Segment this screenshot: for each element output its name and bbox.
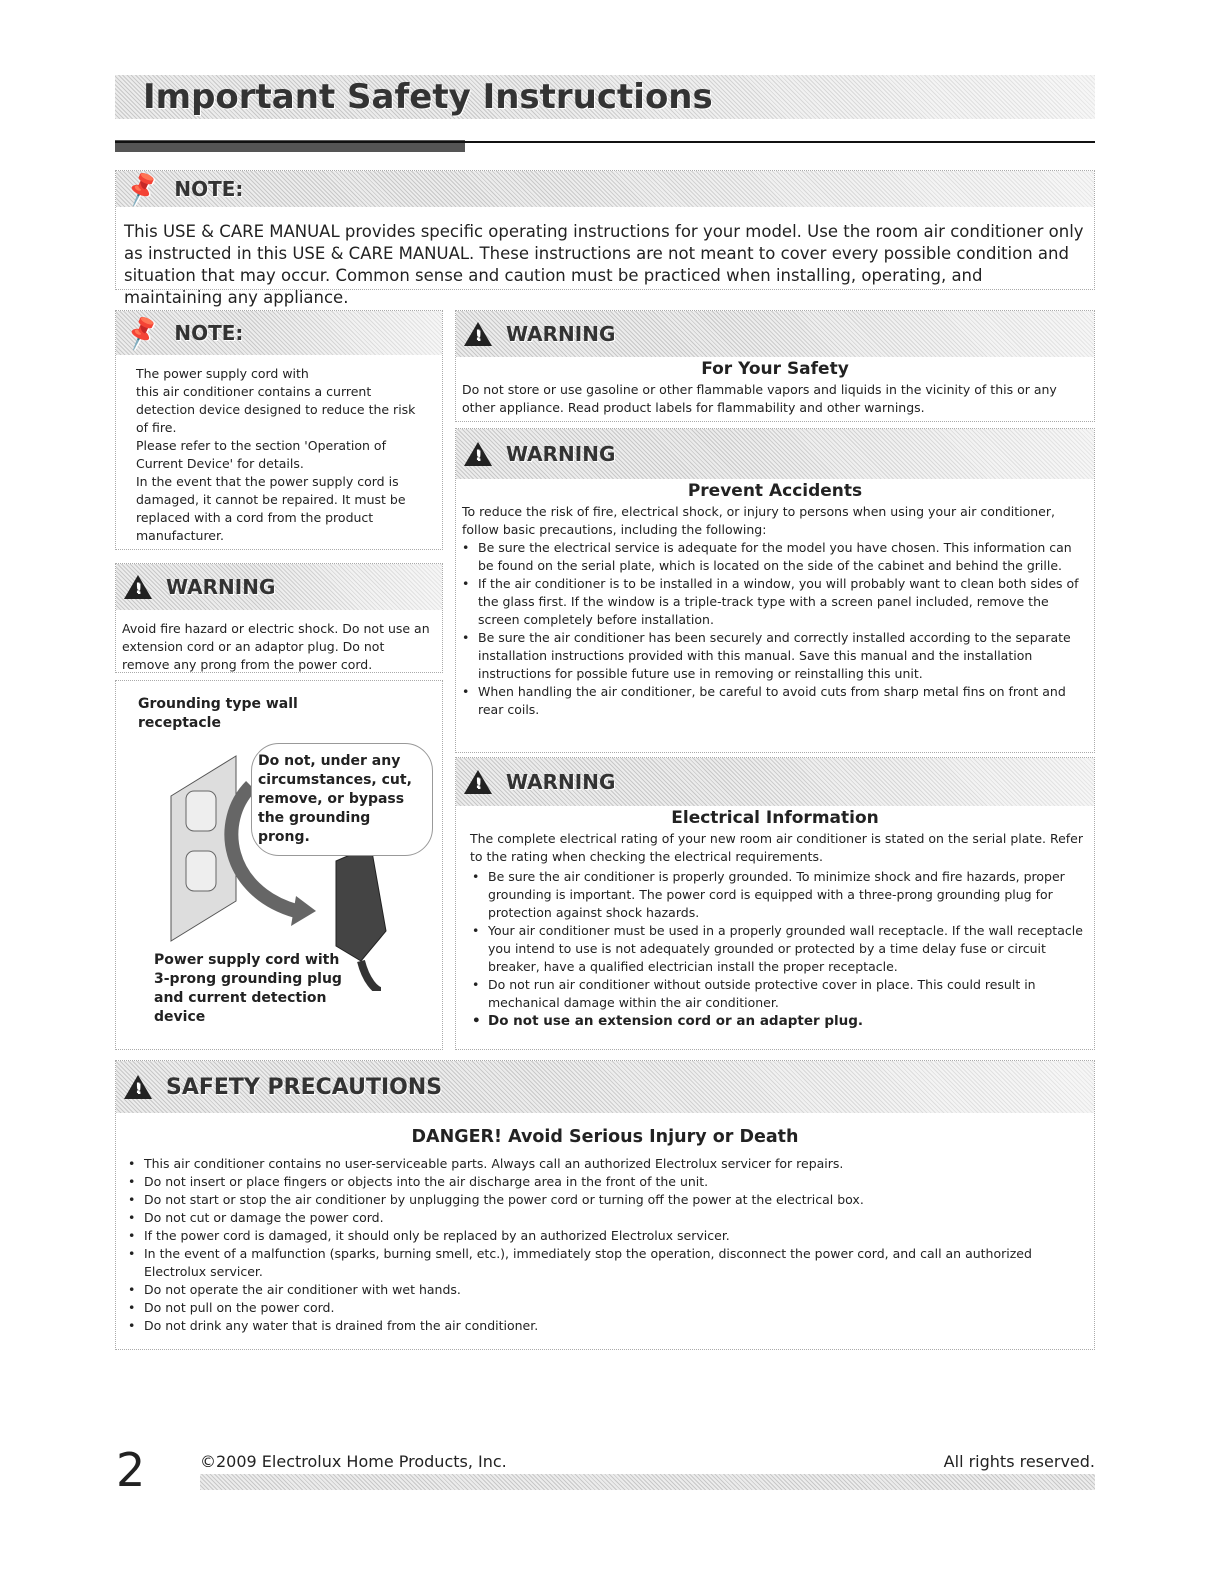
warning-intro: To reduce the risk of fire, electrical shock, or injury to persons when using your air conditioner, follow basic precautions, including the following:: [462, 504, 1055, 537]
left-note: [115, 310, 443, 550]
left-warning: [115, 563, 443, 673]
warning-subtitle: Electrical Information: [671, 808, 879, 828]
warning-triangle-icon: !: [464, 322, 492, 346]
left-warning-text: Avoid fire hazard or electric shock. Do not use an extension cord or an adaptor plug. Do not remove any prong from the power cord.: [122, 621, 430, 672]
note-line: manufacturer.: [136, 528, 224, 543]
warning-triangle-icon: !: [124, 575, 152, 599]
warning-list: [456, 539, 1094, 719]
safety-precautions: [115, 1060, 1095, 1350]
safety-label: SAFETY PRECAUTIONS: [166, 1074, 443, 1100]
list-item: • Be sure the electrical service is adequate for the model you have chosen. This information can be found on the serial plate, which is located on the side of the cabinet and behind the grille.: [456, 539, 1086, 575]
note-line: In the event that the power supply cord is: [136, 474, 399, 489]
page-title-text: Important Safety Instructions: [143, 77, 713, 117]
left-warning-header: [116, 564, 442, 610]
list-item: • Do not pull on the power cord.: [122, 1299, 1084, 1317]
rights-reserved: All rights reserved.: [943, 1452, 1095, 1471]
note-line: this air conditioner contains a current: [136, 384, 372, 399]
footer-band: [200, 1474, 1095, 1490]
note-label: NOTE:: [174, 177, 244, 201]
receptacle-label: Grounding type wall receptacle: [138, 696, 298, 731]
list-item: • If the air conditioner is to be installed in a window, you will probably want to clean both sides of the glass first. If the window is a triple-track type with a screen panel included, remove the screen completely before installation.: [456, 575, 1086, 629]
note-line: The power supply cord with: [136, 366, 309, 381]
top-note-text: This USE & CARE MANUAL provides specific operating instructions for your model. Use the room air conditioner only as instructed in this USE & CARE MANUAL. These instructions are not meant to cover every possible condition and situation that may occur. Common sense and caution must be practiced when installing, operating, and maintaining any appliance.: [124, 222, 1084, 307]
list-item: • Be sure the air conditioner is properly grounded. To minimize shock and fire hazards, proper grounding is important. The power cord is equipped with a three-prong grounding plug for protection against shock hazards.: [466, 868, 1086, 922]
list-item: • Do not operate the air conditioner with wet hands.: [122, 1281, 1084, 1299]
warning-label: WARNING: [166, 575, 276, 599]
page-title: [115, 75, 1095, 119]
warning-label: WARNING: [506, 442, 616, 466]
pushpin-icon: 📌: [121, 313, 163, 353]
warning-triangle-icon: !: [124, 1075, 152, 1099]
warning-subtitle: Prevent Accidents: [687, 481, 863, 501]
left-note-text: [116, 355, 442, 545]
cord-label: Power supply cord with 3-prong grounding plug and current detection device: [154, 952, 342, 1025]
list-item: • Do not run air conditioner without outside protective cover in place. This could result in mechanical damage within the air conditioner.: [466, 976, 1086, 1012]
list-item: • Do not drink any water that is drained from the air conditioner.: [122, 1317, 1084, 1335]
list-item: • If the power cord is damaged, it should only be replaced by an authorized Electrolux servicer.: [122, 1227, 1084, 1245]
warning-label: WARNING: [506, 322, 616, 346]
list-item: • In the event of a malfunction (sparks, burning smell, etc.), immediately stop the operation, disconnect the power cord, and call an authorized Electrolux servicer.: [122, 1245, 1084, 1281]
note-label: NOTE:: [174, 321, 244, 345]
pushpin-icon: 📌: [121, 169, 163, 209]
note-line: Current Device' for details.: [136, 456, 304, 471]
grounding-figure: [115, 680, 443, 1050]
warning-list: [456, 868, 1094, 1030]
list-item: • Do not start or stop the air conditioner by unplugging the power cord or turning off the power at the electrical box.: [122, 1191, 1084, 1209]
note-line: damaged, it cannot be repaired. It must be: [136, 492, 406, 507]
warning-header: [456, 311, 1094, 357]
warning-label: WARNING: [506, 770, 616, 794]
top-note-header: [116, 171, 1094, 207]
warning-header: [456, 758, 1094, 806]
warning-intro: The complete electrical rating of your new room air conditioner is stated on the serial plate. Refer to the rating when checking the electrical requirements.: [470, 831, 1084, 864]
list-item: • Do not insert or place fingers or objects into the air discharge area in the front of the unit.: [122, 1173, 1084, 1191]
warning-text: Do not store or use gasoline or other flammable vapors and liquids in the vicinity of this or any other appliance. Read product labels for flammability and other warnings.: [462, 382, 1057, 415]
note-line: Please refer to the section 'Operation of: [136, 438, 386, 453]
list-item: • Your air conditioner must be used in a properly grounded wall receptacle. If the wall receptacle you intend to use is not adequately grounded or protected by a time delay fuse or circuit breaker, have a qualified electrician install the proper receptacle.: [466, 922, 1086, 976]
warning-triangle-icon: !: [464, 442, 492, 466]
list-item-bold: • Do not use an extension cord or an adapter plug.: [466, 1012, 1086, 1030]
warning-electrical-information: [455, 757, 1095, 1050]
copyright: ©2009 Electrolux Home Products, Inc.: [200, 1452, 507, 1471]
left-note-header: [116, 311, 442, 355]
list-item: • Do not cut or damage the power cord.: [122, 1209, 1084, 1227]
warning-for-your-safety: [455, 310, 1095, 422]
danger-subtitle: DANGER! Avoid Serious Injury or Death: [411, 1127, 799, 1147]
warning-header: [456, 429, 1094, 479]
title-rule: [115, 141, 1095, 143]
safety-list: [116, 1155, 1094, 1335]
safety-header: [116, 1061, 1094, 1113]
warning-prevent-accidents: [455, 428, 1095, 753]
top-note: [115, 169, 1095, 307]
note-line: replaced with a cord from the product: [136, 510, 374, 525]
warning-triangle-icon: !: [464, 770, 492, 794]
list-item: • This air conditioner contains no user-serviceable parts. Always call an authorized Electrolux servicer for repairs.: [122, 1155, 1084, 1173]
warning-subtitle: For Your Safety: [701, 359, 849, 379]
note-line: of fire.: [136, 420, 177, 435]
note-line: detection device designed to reduce the risk: [136, 402, 416, 417]
list-item: • Be sure the air conditioner has been securely and correctly installed according to the separate installation instructions provided with this manual. Save this manual and the installation instructions for possible future use in removing or reinstalling this unit.: [456, 629, 1086, 683]
page-number: 2: [116, 1443, 146, 1497]
list-item: • When handling the air conditioner, be careful to avoid cuts from sharp metal fins on front and rear coils.: [456, 683, 1086, 719]
grounding-callout: Do not, under any circumstances, cut, remove, or bypass the grounding prong.: [251, 743, 433, 856]
